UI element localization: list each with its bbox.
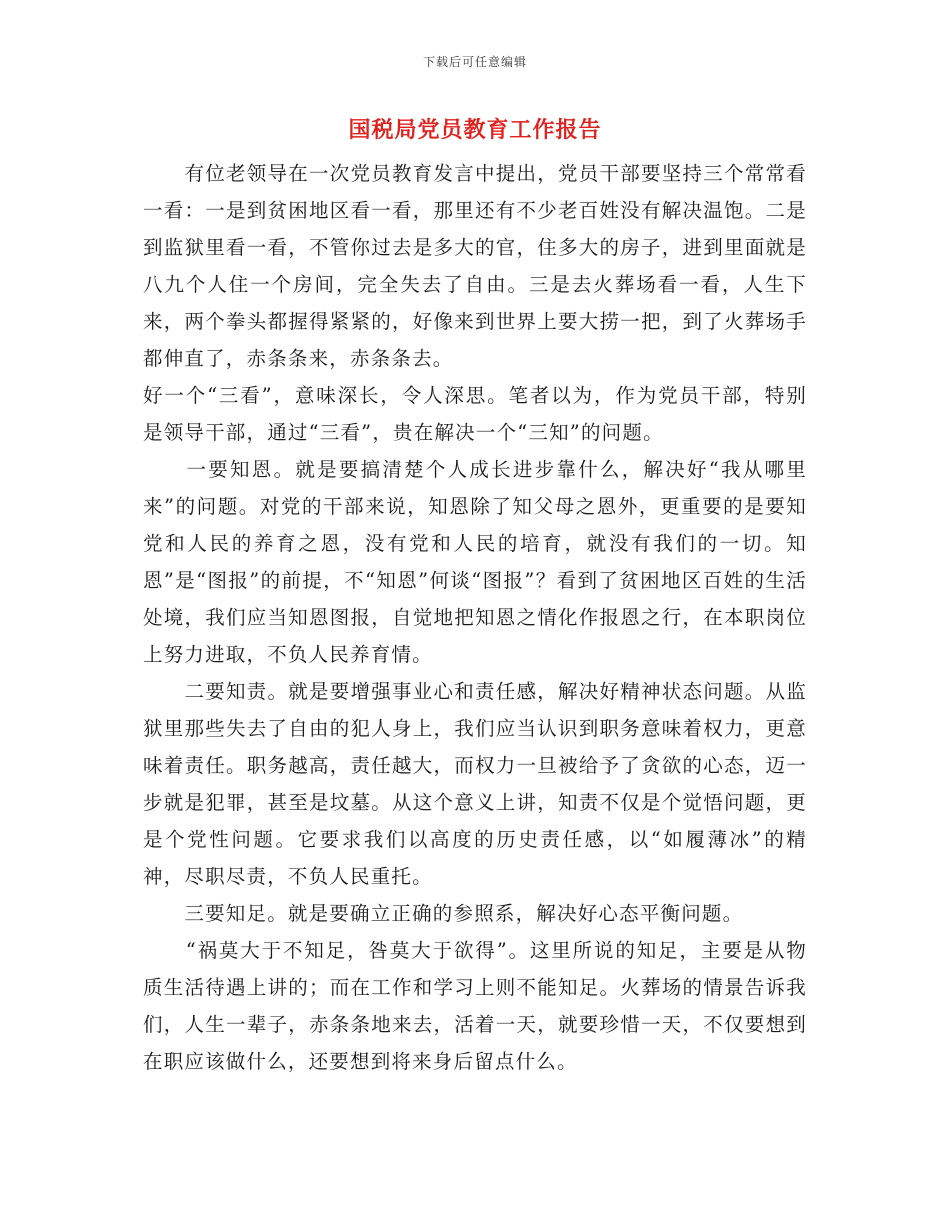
paragraph-three-looks: 好一个“三看”，意味深长，令人深思。笔者以为，作为党员干部，特别是领导干部，通过“三看”，贵在解决一个“三知”的问题。 xyxy=(143,384,807,444)
paragraph-know-contentment: 三要知足。就是要确立正确的参照系，解决好心态平衡问题。 xyxy=(143,902,744,925)
paragraph-quote: “祸莫大于不知足，咎莫大于欲得”。这里所说的知足，主要是从物质生活待遇上讲的；而在工作和学习上则不能知足。火葬场的情景告诉我们，人生一辈子，赤条条地来去，活着一天，就要珍惜一天，不仅要想到在职应该做什么，还要想到将来身后留点什么。 xyxy=(143,939,807,1073)
document-title: 国税局党员教育工作报告 xyxy=(348,117,602,143)
document-body xyxy=(143,155,807,1080)
paragraph-know-responsibility: 二要知责。就是要增强事业心和责任感，解决好精神状态问题。从监狱里那些失去了自由的犯人身上，我们应当认识到职务意味着权力，更意味着责任。职务越高，责任越大，而权力一旦被给予了贪欲的心态，迈一步就是犯罪，甚至是坟墓。从这个意义上讲，知责不仅是个觉悟问题，更是个党性问题。它要求我们以高度的历史责任感，以“如履薄冰”的精神，尽职尽责，不负人民重托。 xyxy=(143,680,807,888)
paragraph-know-gratitude: 一要知恩。就是要搞清楚个人成长进步靠什么，解决好“我从哪里来”的问题。对党的干部来说，知恩除了知父母之恩外，更重要的是要知党和人民的养育之恩，没有党和人民的培育，就没有我们的一切。知恩”是“图报”的前提，不“知恩”何谈“图报”？看到了贫困地区百姓的生活处境，我们应当知恩图报，自觉地把知恩之情化作报恩之行，在本职岗位上努力进取，不负人民养育情。 xyxy=(143,458,807,666)
paragraph-intro: 有位老领导在一次党员教育发言中提出，党员干部要坚持三个常常看一看：一是到贫困地区看一看，那里还有不少老百姓没有解决温饱。二是到监狱里看一看，不管你过去是多大的官，住多大的房子，进到里面就是八九个人住一个房间，完全失去了自由。三是去火葬场看一看，人生下来，两个拳头都握得紧紧的，好像来到世界上要大捞一把，到了火葬场手都伸直了，赤条条来，赤条条去。 xyxy=(143,162,807,370)
header-note: 下载后可任意编辑 xyxy=(422,55,527,69)
